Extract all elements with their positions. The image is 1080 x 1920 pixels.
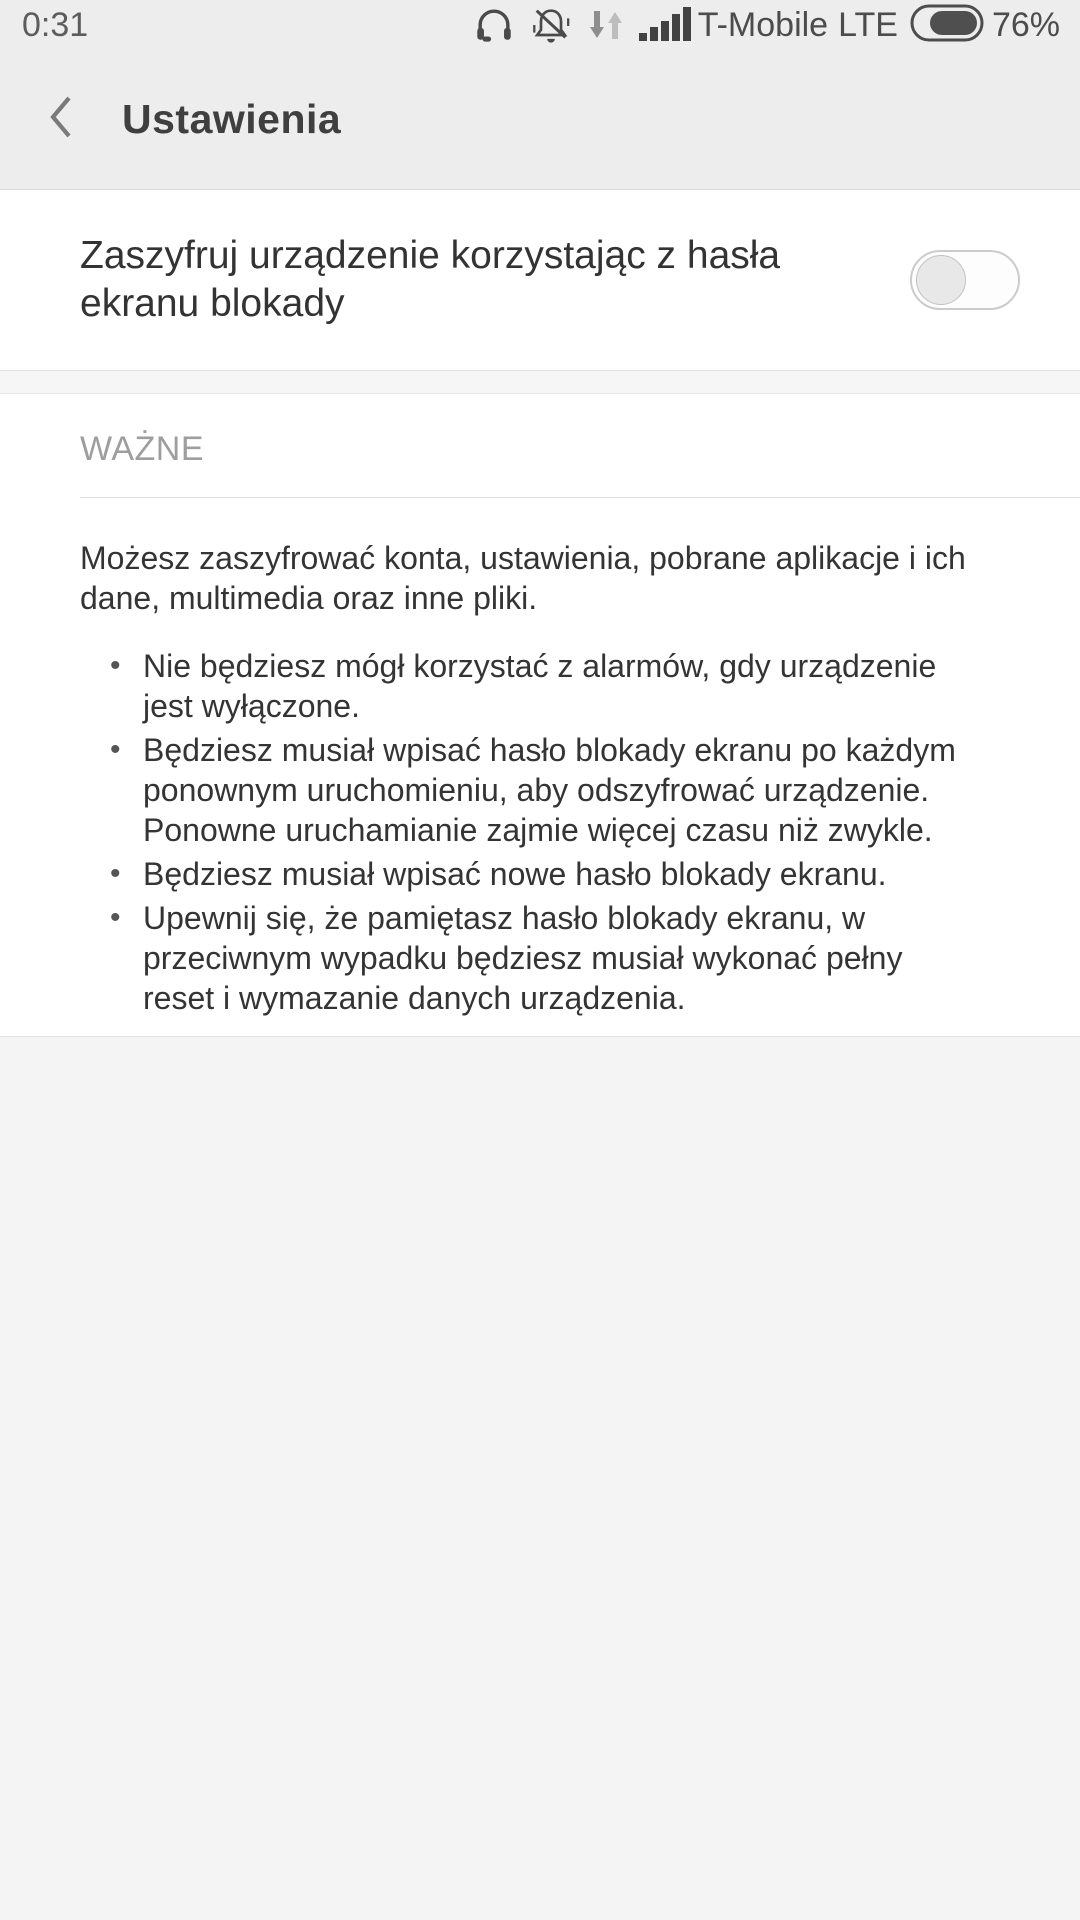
back-button[interactable] (44, 96, 78, 144)
bullet-item: • Będziesz musiał wpisać hasło blokady ekranu po każdym ponownym uruchomieniu, aby odszyfrować urządzenie. Ponowne uruchamianie zajmie więcej czasu niż zwykle. (80, 730, 978, 850)
headset-icon (473, 4, 515, 46)
bullet-item: • Nie będziesz mógł korzystać z alarmów, gdy urządzenie jest wyłączone. (80, 646, 978, 726)
bullet-item: • Upewnij się, że pamiętasz hasło blokady ekranu, w przeciwnym wypadku będziesz musiał wykonać pełny reset i wymazanie danych urządzenia. (80, 898, 978, 1018)
carrier-label: T-Mobile (697, 5, 829, 44)
bell-muted-icon (528, 4, 574, 46)
top-chrome (0, 0, 1080, 190)
header (0, 50, 1080, 189)
network-type-label: LTE (838, 5, 898, 44)
status-bar (0, 0, 1080, 50)
signal-strength-icon (638, 6, 694, 44)
important-section (0, 394, 1080, 1037)
battery-percent-label: 76% (991, 5, 1060, 44)
empty-area (0, 1037, 1080, 1920)
encrypt-toggle-switch[interactable] (910, 250, 1020, 310)
page-title: Ustawienia (122, 96, 342, 142)
section-spacer (0, 370, 1080, 394)
toggle-knob (916, 255, 966, 305)
data-arrows-icon (587, 5, 625, 45)
heading-divider (80, 497, 1080, 498)
clock: 0:31 (22, 5, 89, 44)
encryption-intro-text: Możesz zaszyfrować konta, ustawienia, pobrane aplikacje i ich dane, multimedia oraz inne pliki. (80, 540, 966, 616)
bullet-item: • Będziesz musiał wpisać nowe hasło blokady ekranu. (80, 854, 978, 894)
encrypt-device-row[interactable] (0, 190, 1080, 370)
battery-icon (910, 4, 984, 47)
important-bullet-list (80, 646, 1080, 1018)
chevron-left-icon (44, 93, 78, 146)
encrypt-device-label: Zaszyfruj urządzenie korzystając z hasła ekranu blokady (80, 234, 781, 325)
important-heading: WAŻNE (80, 430, 205, 468)
status-icons (473, 4, 694, 46)
